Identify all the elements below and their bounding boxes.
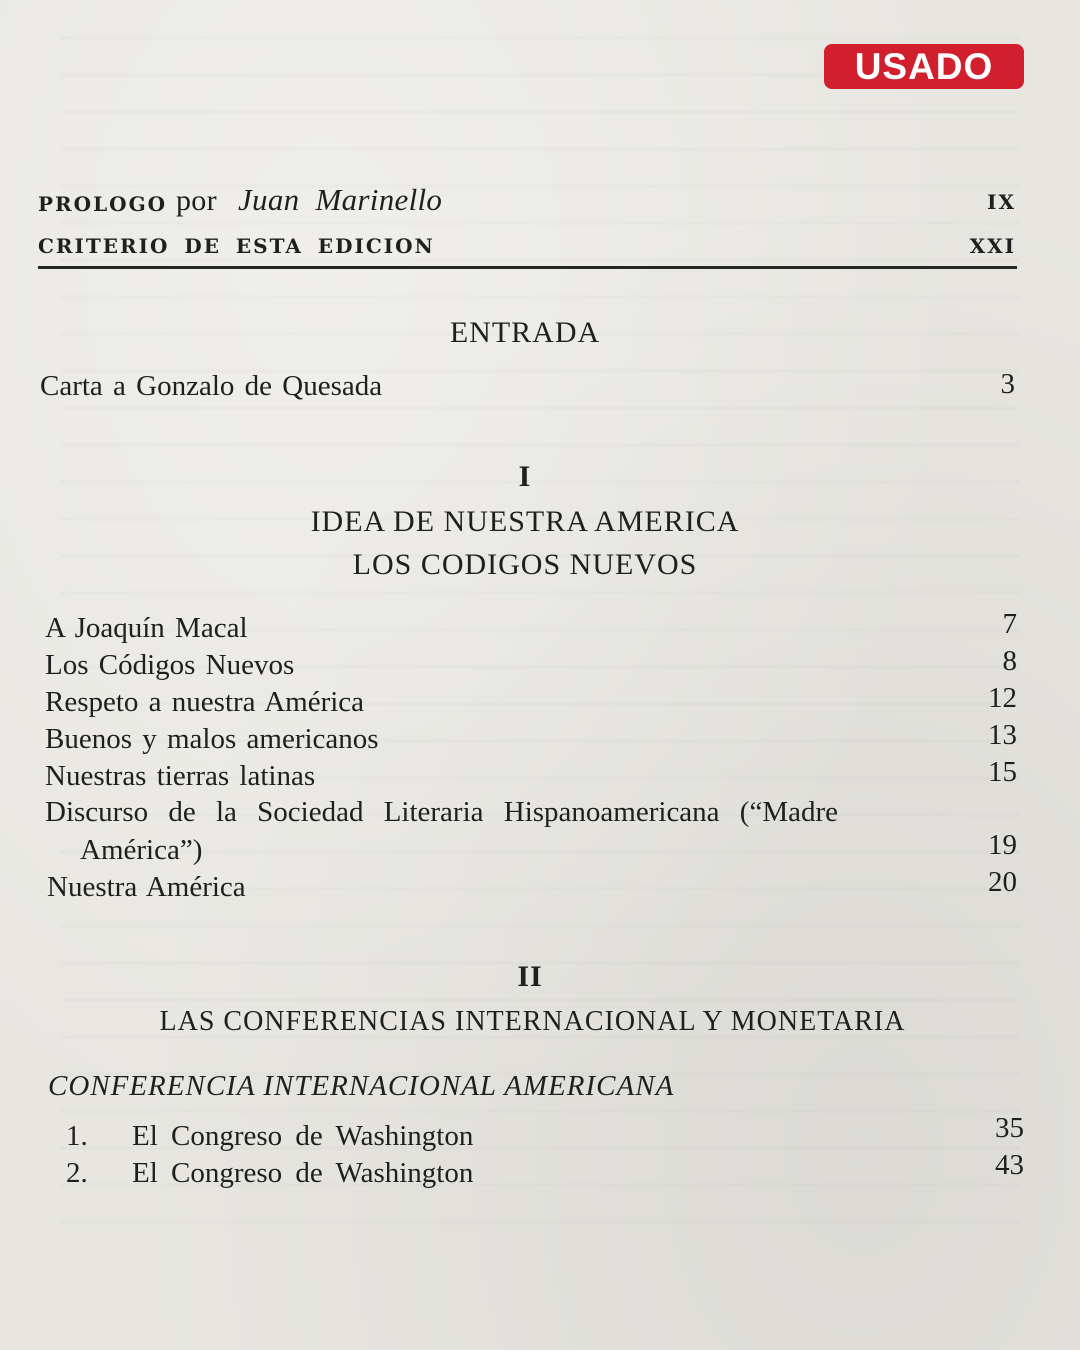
toc-entry-buenos-malos: Buenos y malos americanos [45,723,379,755]
section-2-numeral: II [517,960,543,993]
header-rule [38,266,1017,269]
toc-entry-number: 2. [66,1157,88,1189]
used-badge: USADO [824,44,1024,89]
prologo-by: por [176,184,217,217]
section-1-subtitle: LOS CODIGOS NUEVOS [352,548,698,581]
toc-entry-respeto-america: Respeto a nuestra América [45,686,365,718]
toc-page-tierras-latinas: 15 [988,756,1017,788]
toc-page-respeto-america: 12 [988,682,1017,714]
section-2-subtitle: CONFERENCIA INTERNACIONAL AMERICANA [48,1070,675,1102]
toc-entry-discurso-sociedad-cont: América”) [80,834,203,866]
toc-entry-codigos-nuevos: Los Códigos Nuevos [45,649,295,681]
toc-page-buenos-malos: 13 [988,719,1017,751]
toc-page-discurso-sociedad: 19 [988,829,1017,861]
toc-page-carta-gonzalo: 3 [1000,368,1015,400]
toc-entry-carta-gonzalo: Carta a Gonzalo de Quesada [40,370,383,402]
toc-entry-number: 1. [66,1120,88,1152]
toc-entry-congreso-washington-1: El Congreso de Washington [132,1120,474,1152]
toc-entry-discurso-sociedad: Discurso de la Sociedad Literaria Hispanoamericana (“Madre [45,796,839,828]
section-1-numeral: I [518,460,532,493]
prologo-author: Juan Marinello [238,182,443,217]
toc-page-congreso-washington-2: 43 [995,1149,1024,1181]
toc-entry-congreso-washington-2: El Congreso de Washington [132,1157,474,1189]
criterio-label: CRITERIO DE ESTA EDICION [38,234,435,258]
criterio-page: XXI [969,234,1016,258]
prologo-label: PROLOGO [38,192,168,216]
section-1-title: IDEA DE NUESTRA AMERICA [310,505,740,538]
prologo-page: IX [987,190,1016,214]
section-2-title: LAS CONFERENCIAS INTERNACIONAL Y MONETARIA [159,1006,906,1037]
entrada-heading: ENTRADA [449,316,601,349]
toc-page-codigos-nuevos: 8 [1002,645,1017,677]
toc-entry-tierras-latinas: Nuestras tierras latinas [45,760,316,792]
toc-page-nuestra-america: 20 [988,866,1017,898]
toc-entry-nuestra-america: Nuestra América [47,871,246,903]
toc-page-joaquin-macal: 7 [1002,608,1017,640]
toc-page-congreso-washington-1: 35 [995,1112,1024,1144]
toc-entry-joaquin-macal: A Joaquín Macal [45,612,248,644]
